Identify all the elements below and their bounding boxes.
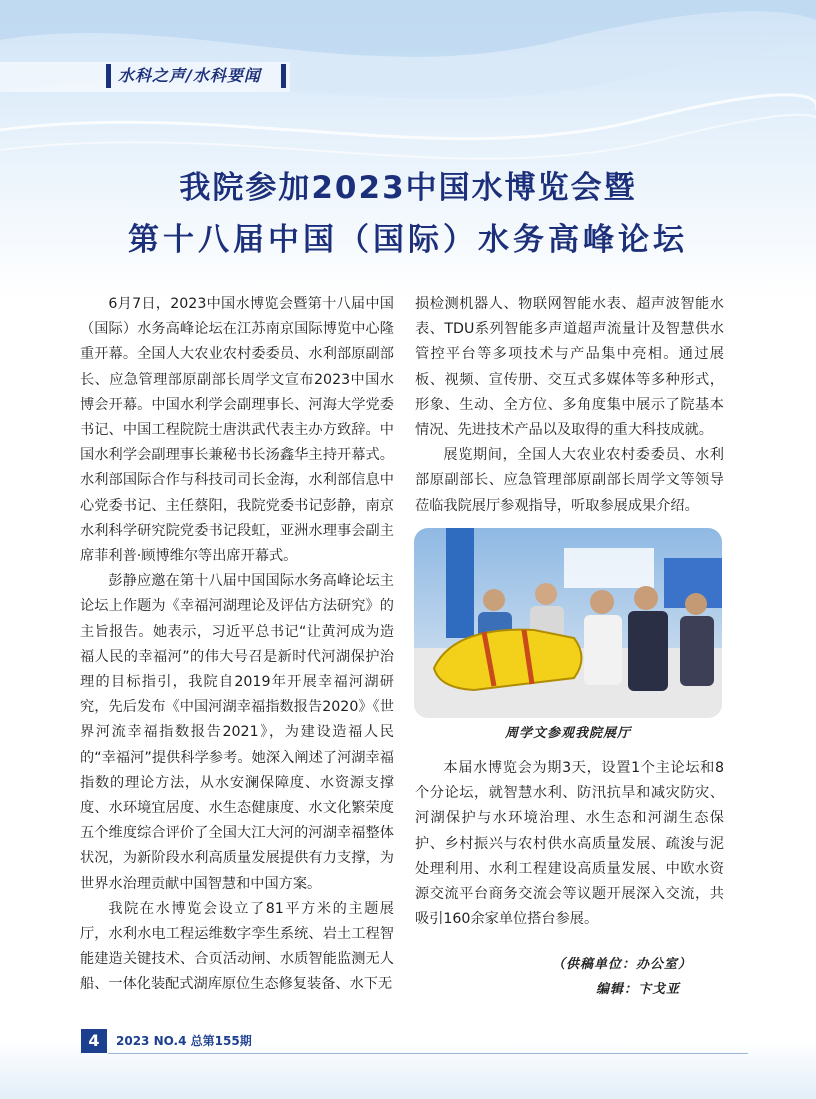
source-credit: （供稿单位：办公室） [552,957,693,972]
page-number: 4 [81,1029,107,1053]
paragraph-exhibition-continued: 损检测机器人、物联网智能水表、超声波智能水表、TDU系列智能多声道超声流量计及智慧供水管控平台等多项技术与产品集中亮相。通过展板、视频、宣传册、交互式多媒体等多种形式，形象、生动、全方位、多角度集中展示了院基本情况、先进技术产品以及取得的重大科技成就。 [415,296,724,439]
footer-divider [108,1053,748,1054]
section-header-accent-right [281,64,286,88]
right-column-bottom [415,756,724,932]
section-header-accent-left [106,64,111,88]
article-title-line-2: 第十八届中国（国际）水务高峰论坛 [128,222,688,258]
paragraph-visit: 展览期间，全国人大农业农村委委员、水利部原副部长、应急管理部原副部长周学文等领导莅临我院展厅参观指导，听取参展成果介绍。 [415,447,724,514]
right-column-top [415,292,724,519]
section-header-label: 水科之声/水科要闻 [118,66,261,85]
left-column [80,292,394,998]
paragraph-keynote: 彭静应邀在第十八届中国国际水务高峰论坛主论坛上作题为《幸福河湖理论及评估方法研究》的主旨报告。她表示，习近平总书记“让黄河成为造福人民的幸福河”的伟大号召是新时代河湖保护治理的目标指引，我院自2019年开展幸福河湖研究，先后发布《中国河湖幸福指数报告2020》《世界河流幸福指数报告2021》，为建设造福人民的“幸福河”提供科学参考。她深入阐述了河湖幸福指数的理论方法，从水安澜保障度、水资源支撑度、水环境宜居度、水生态健康度、水文化繁荣度五个维度综合评价了全国大江大河的河湖幸福整体状况，为新阶段水利高质量发展提供有力支撑，为世界水治理贡献中国智慧和中国方案。 [80,573,394,892]
article-title-line-1: 我院参加2023中国水博览会暨 [179,170,637,206]
editor-credit: 编辑：卞戈亚 [596,982,681,997]
paragraph-opening: 6月7日，2023中国水博览会暨第十八届中国（国际）水务高峰论坛在江苏南京国际博览中心隆重开幕。全国人大农业农村委委员、水利部原副部长、应急管理部原副部长周学文宣布2023中国水博会开幕。中国水利学会副理事长、河海大学党委书记、中国工程院院士唐洪武代表主办方致辞。中国水利学会副理事长兼秘书长汤鑫华主持开幕式。水利部国际合作与科技司司长金海，水利部信息中心党委书记、主任蔡阳，我院党委书记彭静，南京水利科学研究院党委书记段虹，亚洲水理事会副主席菲利普·顾博维尔等出席开幕式。 [80,296,394,565]
issue-label: 2023 NO.4 总第155期 [116,1034,252,1048]
paragraph-exhibition: 我院在水博览会设立了81平方米的主题展厅，水利水电工程运维数字孪生系统、岩土工程智能建造关键技术、合页活动闸、水质智能监测无人船、一体化装配式湖库原位生态修复装备、水下无 [80,900,394,993]
exhibition-photo [414,528,722,718]
paragraph-summary: 本届水博览会为期3天，设置1个主论坛和8个分论坛，就智慧水利、防汛抗旱和减灾防灾、河湖保护与水环境治理、水生态和河湖生态保护、乡村振兴与农村供水高质量发展、疏浚与泥处理利用、水利工程建设高质量发展、中欧水资源交流平台商务交流会等议题开展深入交流，共吸引160余家单位搭台参展。 [415,760,724,928]
photo-caption: 周学文参观我院展厅 [504,726,631,741]
